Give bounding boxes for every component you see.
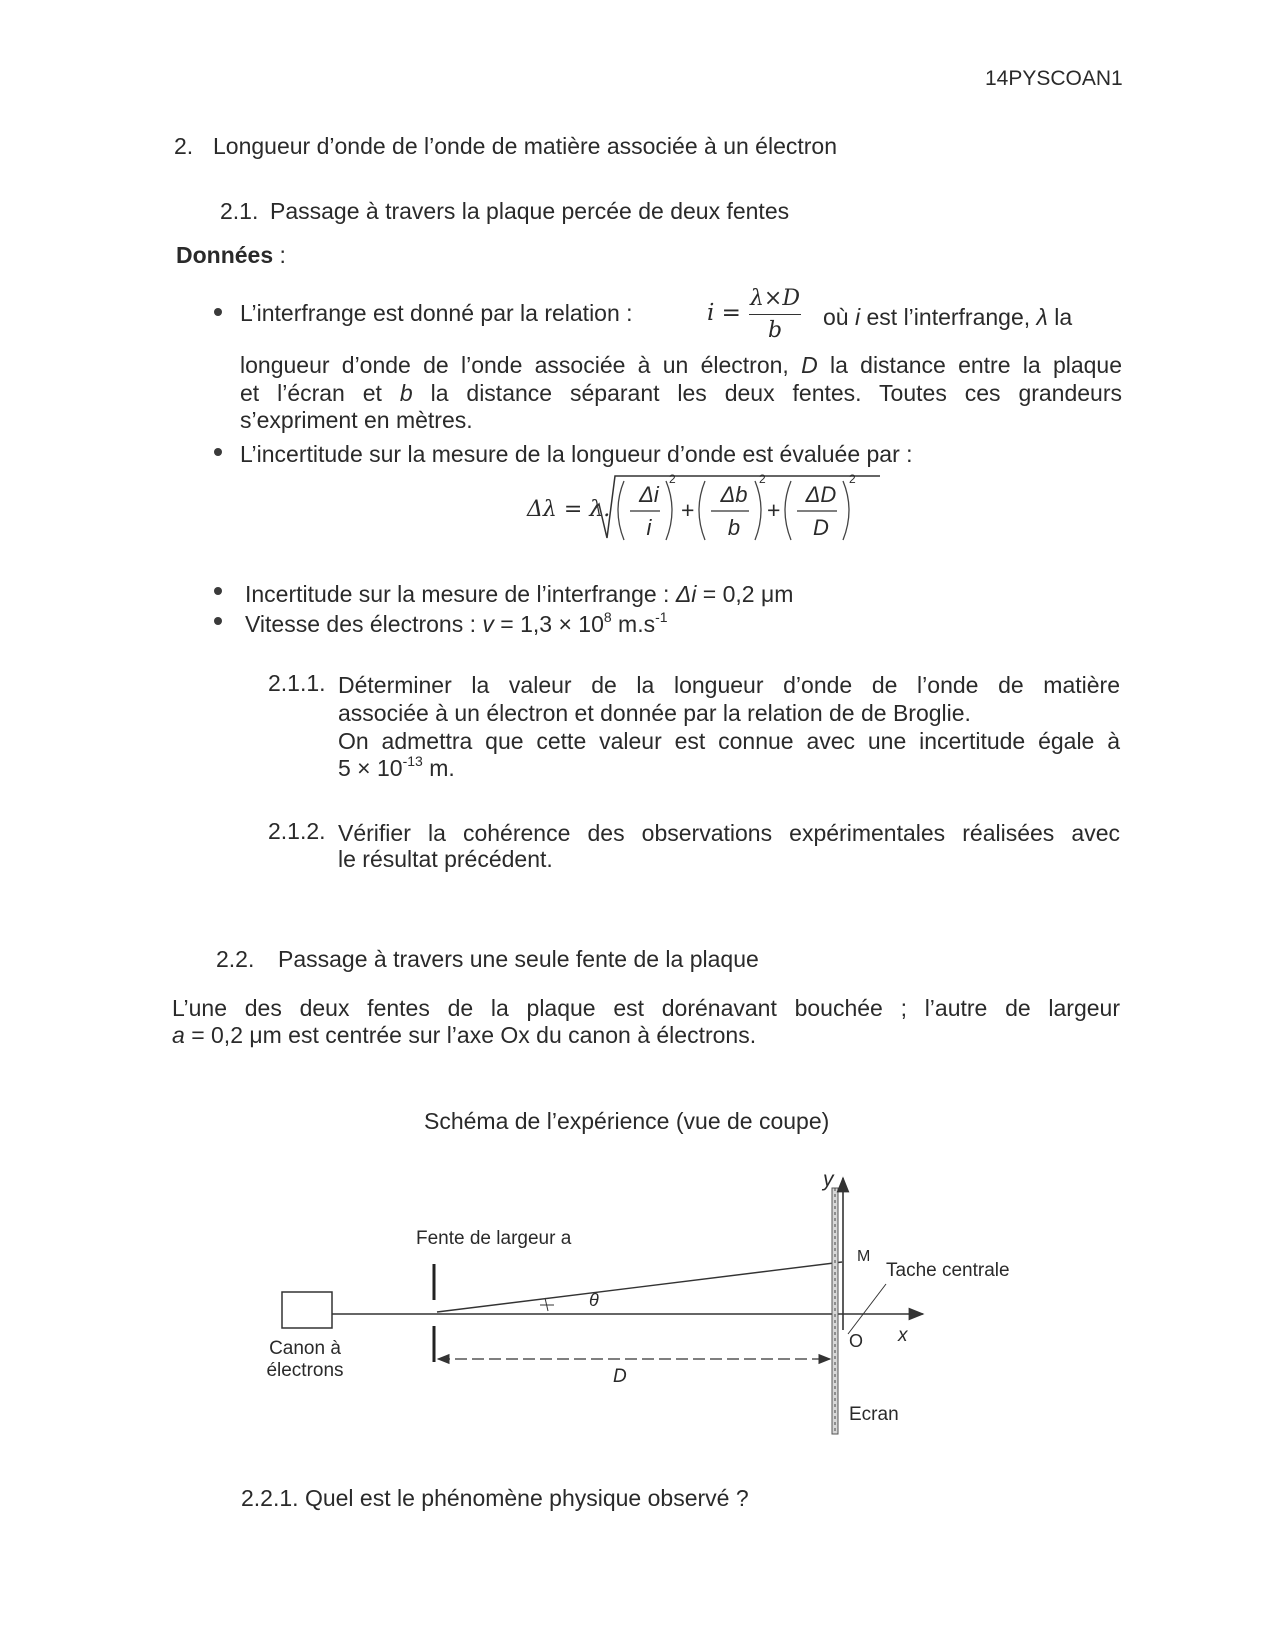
term2-exponent: 2 [759,472,766,486]
interfrange-line-2: longueur d’onde de l’onde associée à un électron, D la distance entre la plaque [240,352,1123,378]
section-2-2-paragraph-line-1: L’une des deux fentes de la plaque est dorénavant bouchée ; l’autre de largeur [172,995,1120,1021]
subsection-title: Passage à travers la plaque percée de deux fentes [270,198,790,224]
origin-label: O [849,1331,864,1351]
interfrange-uncertainty: Incertitude sur la mesure de l’interfrange : Δi = 0,2 μm [245,581,794,607]
subsection-number: 2.1. [220,198,259,224]
y-axis-label: y [823,1168,834,1191]
formula-numerator: λ×D [749,286,800,311]
central-spot-label: Tache centrale [886,1260,1010,1281]
interfrange-intro: L’interfrange est donné par la relation : [240,300,633,326]
electron-gun-label: Canon à électrons [266,1338,344,1381]
question-2-1-1-line-1: Déterminer la valeur de la longueur d’onde de l’onde de matière [338,672,1120,698]
question-2-1-2-line-1: Vérifier la cohérence des observations expérimentales réalisées avec [338,820,1120,846]
document-code: 14PYSCOAN1 [985,67,1123,90]
electron-gun-box [282,1292,332,1328]
question-2-1-2-line-2: le résultat précédent. [338,846,553,872]
term3-denominator: D [813,515,829,540]
question-number: 2.1.1. [268,670,326,696]
plus-sign: + [681,497,695,523]
section-2-2-paragraph-line-2: a = 0,2 μm est centrée sur l’axe Ox du canon à électrons. [172,1022,757,1048]
diagram-caption: Schéma de l’expérience (vue de coupe) [424,1108,830,1134]
question-2-1-1-line-3: On admettra que cette valeur est connue avec une incertitude égale à [338,728,1120,754]
term1-exponent: 2 [669,472,676,486]
section-number: 2. [174,133,194,159]
formula-denominator: b [767,318,783,343]
electron-speed: Vitesse des électrons : $v = 1,3 \times 10^8$ $m.s^{-1}$ [245,609,668,637]
angle-theta-label: θ [589,1290,599,1310]
screen-label: Ecran [849,1404,899,1425]
question-2-1-1-line-4: $5 \times 10^{-13}$ m. [338,753,455,781]
plus-sign: + [767,497,781,523]
slit-label: Fente de largeur a [416,1228,572,1249]
term3-numerator: ΔD [805,482,837,507]
point-m-label: M [857,1248,871,1265]
term3-exponent: 2 [849,472,856,486]
donnees-label: Données : [176,242,286,268]
question-2-1-1-line-2: associée à un électron et donnée par la relation de de Broglie. [338,700,971,726]
question-number: 2.1.2. [268,818,326,844]
term1-denominator: i [646,515,652,540]
interfrange-line-4: s’expriment en mètres. [240,407,473,433]
term1-numerator: Δi [639,482,659,507]
subsection-title: Passage à travers une seule fente de la plaque [278,946,759,972]
question-2-2-1: 2.2.1. Quel est le phénomène physique observé ? [241,1485,749,1511]
incertitude-intro: L’incertitude sur la mesure de la longueur d’onde est évaluée par : [240,441,913,467]
diffraction-ray [437,1262,842,1312]
interfrange-line-3: et l’écran et b la distance séparant les deux fentes. Toutes ces grandeurs [240,380,1123,406]
section-title: Longueur d’onde de l’onde de matière associée à un électron [213,133,837,159]
central-spot-pointer [848,1284,886,1334]
subsection-number: 2.2. [216,946,255,972]
interfrange-description: où i est l’interfrange, λ la [823,304,1073,330]
uncertainty-formula-lhs: Δλ = λ. [527,497,611,522]
term2-numerator: Δb [720,482,748,507]
term2-denominator: b [727,515,741,540]
distance-label: D [613,1366,627,1387]
interfrange-formula-lhs: i = [707,300,741,326]
x-axis-label: x [898,1325,908,1346]
